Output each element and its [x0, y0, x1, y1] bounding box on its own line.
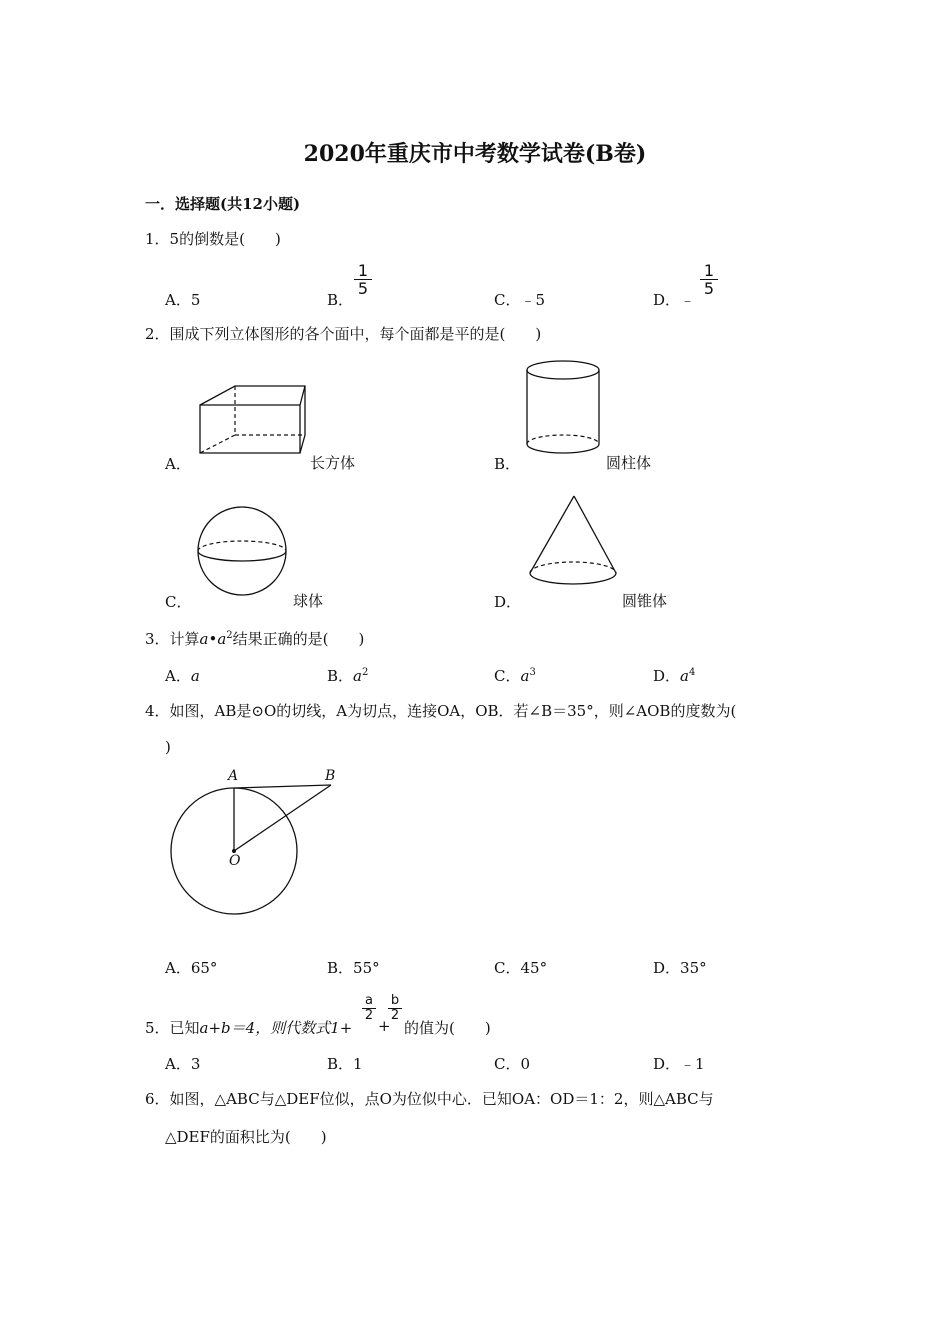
q3-option-b	[327, 665, 368, 686]
q5-option-d: D．﹣1	[653, 1055, 705, 1073]
q4-option-d: D．35°	[653, 959, 707, 977]
q5-stem-prefix: 5．已知	[145, 1019, 200, 1037]
cuboid-figure	[195, 383, 310, 458]
q5-frac1-denominator: 2	[364, 1008, 374, 1023]
q2-caption-c: 球体	[293, 592, 324, 610]
q3-option-a	[165, 665, 200, 686]
q2-option-d: D．	[494, 593, 522, 611]
q1-b-numerator: 1	[354, 262, 372, 280]
q5-frac2-numerator: b	[388, 994, 402, 1009]
q1-b-denominator: 5	[357, 279, 369, 298]
question-5-stem	[145, 1017, 352, 1038]
q2-option-b: B．	[494, 455, 521, 473]
q5-plus: +	[378, 1017, 391, 1035]
question-1-stem: 1．5的倒数是( )	[145, 230, 281, 248]
q3-c-prefix: C．	[494, 667, 521, 685]
q5-option-c: C．0	[494, 1055, 531, 1073]
q3-option-d	[653, 665, 695, 686]
q3-stem-suffix: 结果正确的是( )	[232, 630, 365, 648]
q3-a-var: a	[190, 667, 200, 685]
q1-option-d-fraction	[700, 262, 718, 297]
question-6-stem-line1: 6．如图，△ABC与△DEF位似，点O为位似中心．已知OA：OD＝1：2，则△ABC与	[145, 1090, 714, 1108]
q1-d-numerator: 1	[700, 262, 718, 280]
q5-option-b: B．1	[327, 1055, 363, 1073]
q4-option-c: C．45°	[494, 959, 548, 977]
question-4-stem-end: )	[165, 738, 171, 756]
q2-caption-a: 长方体	[310, 454, 356, 472]
q3-d-exp: 4	[688, 667, 696, 678]
question-6-stem-line2: △DEF的面积比为( )	[165, 1128, 327, 1146]
q5-expression: a+b＝4，则代数式1+	[199, 1019, 353, 1037]
q3-d-prefix: D．	[653, 667, 681, 685]
question-2-stem: 2．围成下列立体图形的各个面中，每个面都是平的是( )	[145, 325, 542, 343]
q5-fraction-b	[388, 994, 402, 1023]
sphere-figure	[196, 505, 291, 600]
q1-option-c: C．﹣5	[494, 291, 546, 309]
q5-option-a: A．3	[165, 1055, 201, 1073]
cylinder-figure	[524, 358, 604, 458]
q3-b-exp: 2	[361, 667, 369, 678]
q1-option-d: D．﹣	[653, 291, 696, 309]
q2-option-a: A．	[165, 455, 191, 473]
tangent-circle-figure	[168, 768, 343, 918]
q2-caption-d: 圆锥体	[622, 592, 668, 610]
label-a: A	[228, 768, 239, 784]
q5-stem-suffix: 的值为( )	[404, 1019, 491, 1037]
question-3-stem	[145, 628, 364, 649]
page-title: 2020年重庆市中考数学试卷(B卷)	[303, 141, 647, 167]
label-o: O	[229, 853, 241, 869]
q3-stem-prefix: 3．计算	[145, 630, 200, 648]
label-b: B	[325, 768, 336, 784]
q4-option-a: A．65°	[165, 959, 218, 977]
q1-option-a: A．5	[165, 291, 201, 309]
question-4-stem: 4．如图，AB是⊙O的切线，A为切点，连接OA，OB．若∠B＝35°，则∠AOB的度数为(	[145, 702, 737, 720]
q3-expression: a•a	[199, 630, 227, 648]
q3-d-var: a	[680, 667, 689, 685]
q3-b-prefix: B．	[327, 667, 354, 685]
q4-option-b: B．55°	[327, 959, 380, 977]
q5-frac1-numerator: a	[362, 994, 376, 1009]
cone-figure	[528, 493, 620, 595]
q3-b-var: a	[353, 667, 362, 685]
section-heading: 一．选择题(共12小题)	[145, 195, 301, 213]
q5-fraction-a	[362, 994, 376, 1023]
q2-caption-b: 圆柱体	[606, 454, 652, 472]
q1-option-b: B．	[327, 291, 354, 309]
q3-exponent: 2	[226, 630, 233, 641]
q1-d-denominator: 5	[703, 279, 715, 298]
q1-option-b-fraction	[354, 262, 372, 297]
q3-c-exp: 3	[529, 667, 536, 678]
q3-a-prefix: A．	[165, 667, 191, 685]
q5-frac2-denominator: 2	[390, 1008, 400, 1023]
q3-c-var: a	[520, 667, 530, 685]
q3-option-c	[494, 665, 536, 686]
q2-option-c: C．	[165, 593, 192, 611]
